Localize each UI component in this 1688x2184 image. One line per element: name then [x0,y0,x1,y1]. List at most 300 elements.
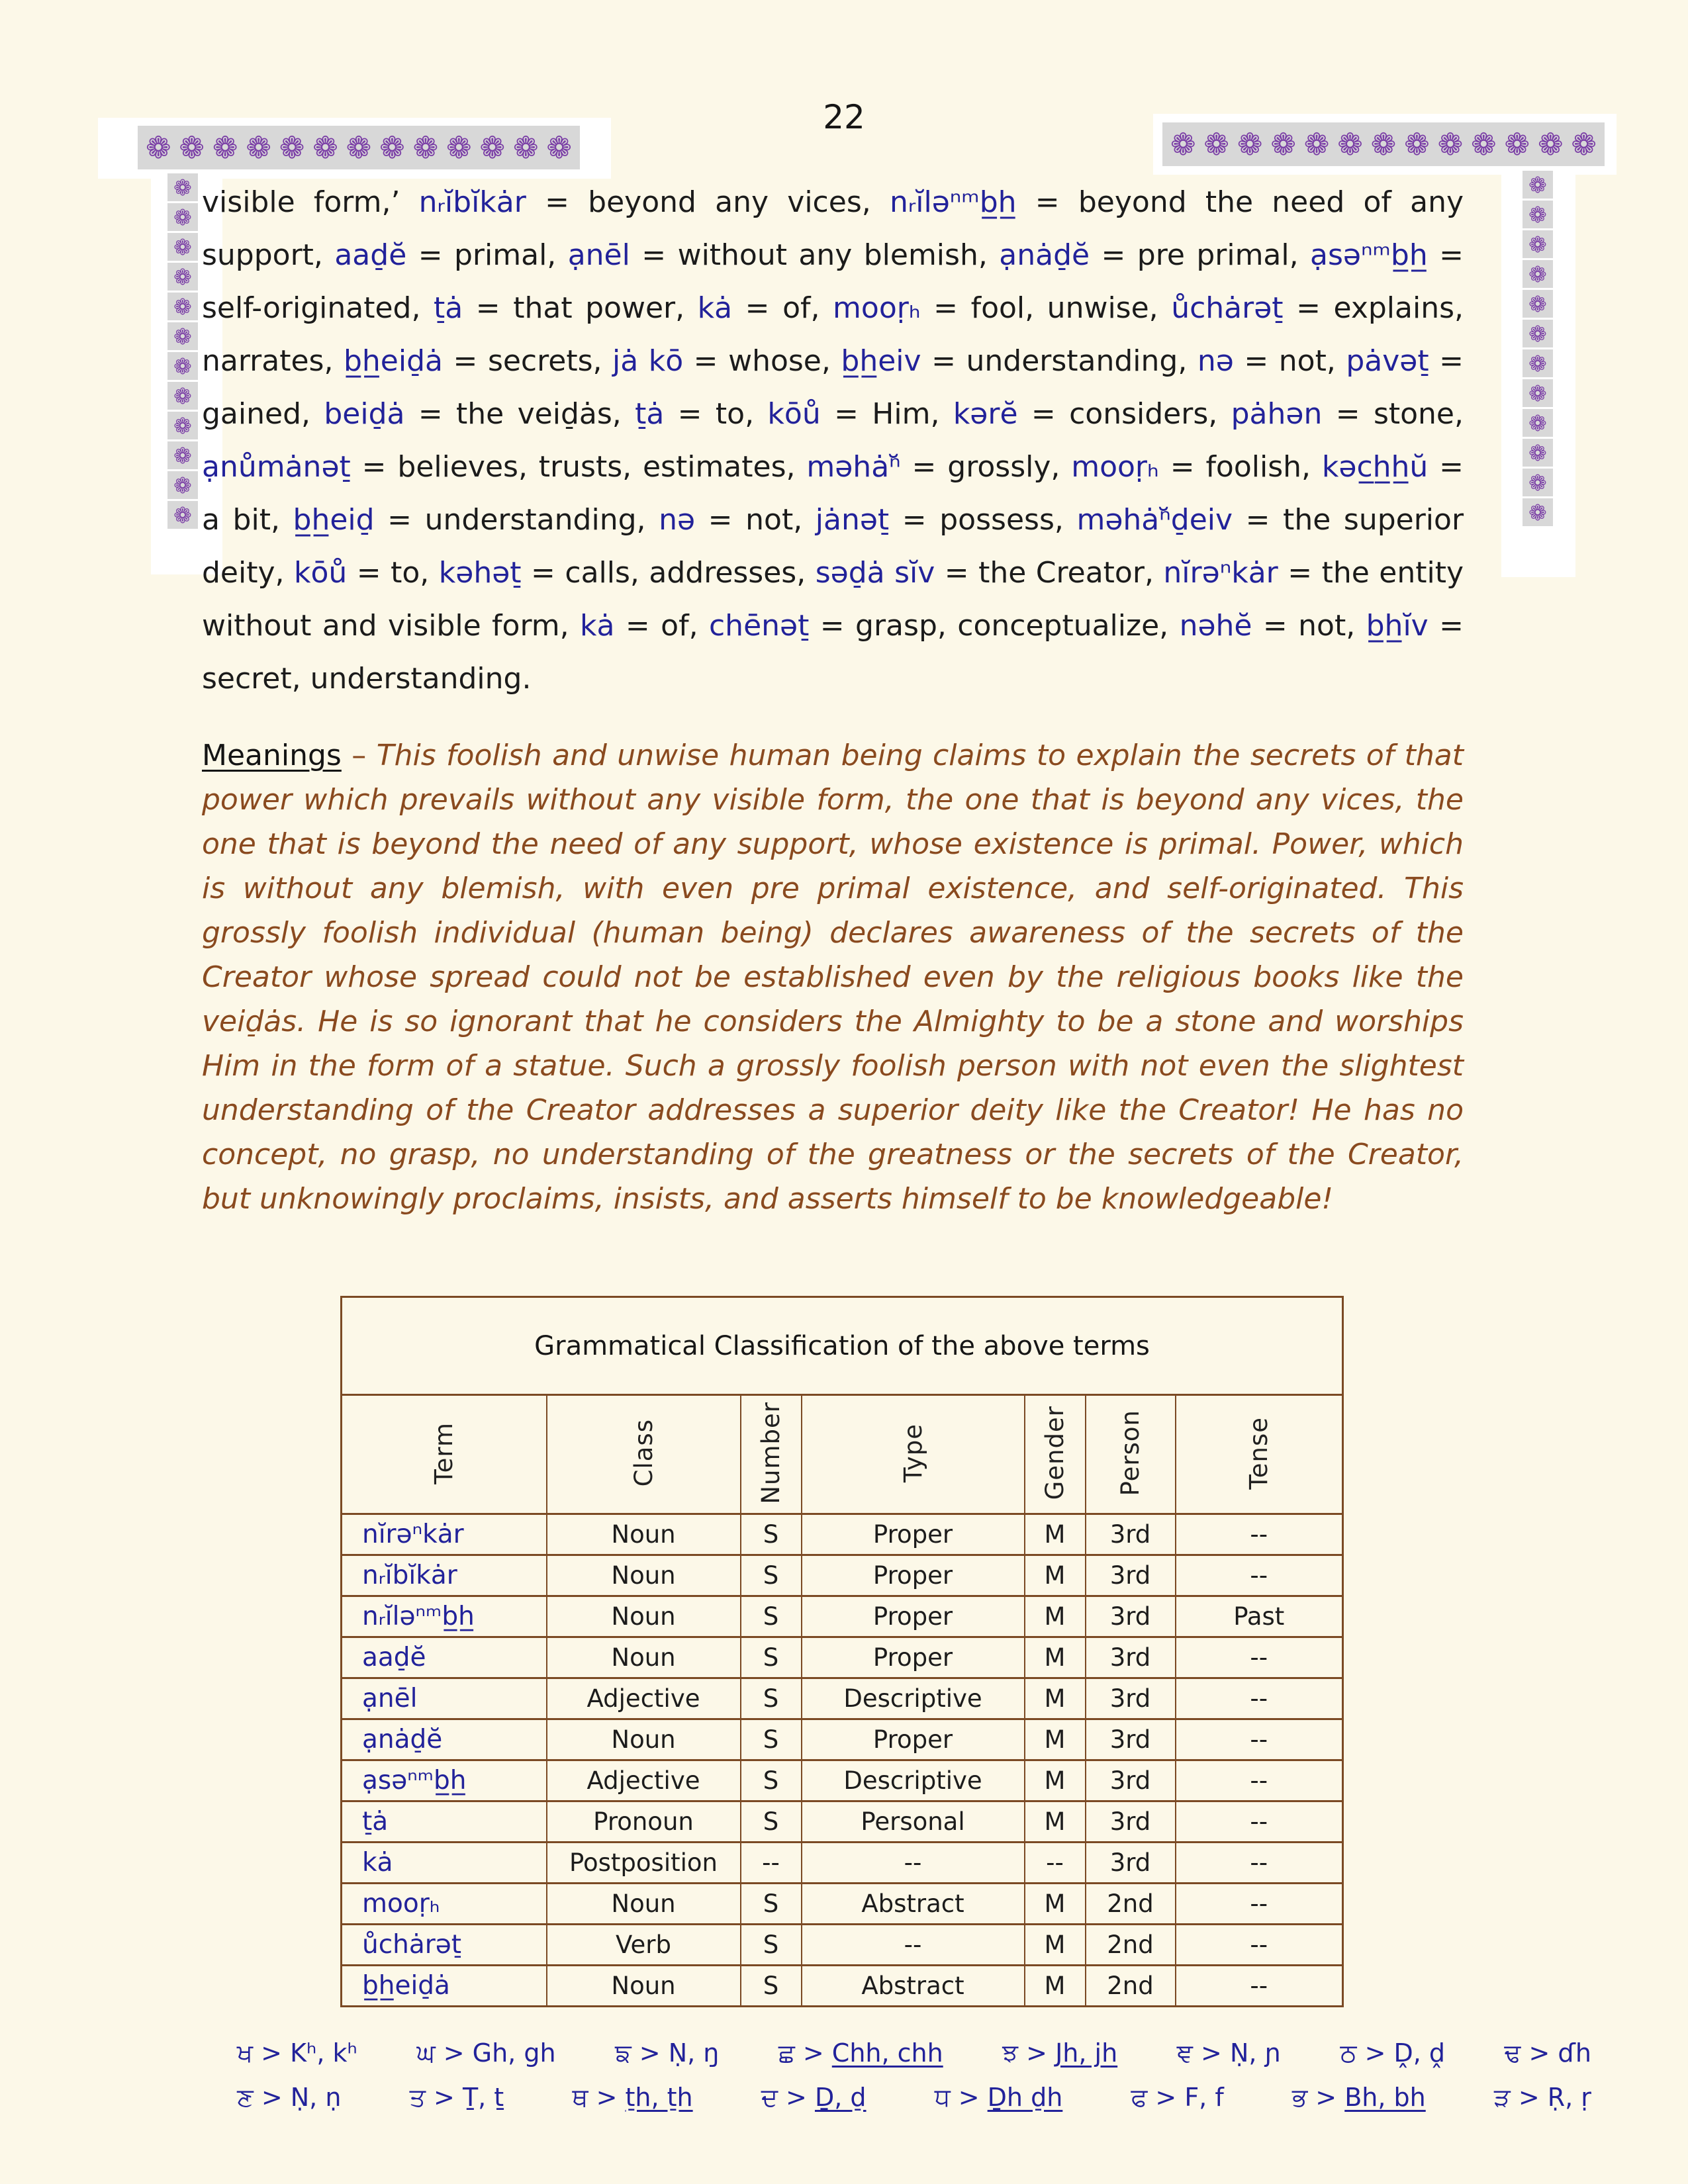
cell-class: Adjective [547,1760,741,1801]
flower-icon: ❁ [1270,126,1296,162]
glossary-prefix: visible form,’ [202,185,419,219]
cell-person: 3rd [1086,1678,1176,1719]
flower-icon: ❁ [1571,126,1597,162]
equals-sign: = [820,397,872,431]
equals-sign: = [920,291,971,325]
cell-tense: -- [1176,1760,1343,1801]
glossary-definition: the Creator, [978,556,1164,590]
cell-term: ạnēl [342,1678,547,1719]
flower-tile [167,471,198,499]
gurmukhi-letter: ਦ [761,2083,778,2112]
flower-tile [167,263,198,291]
glossary-definition: not, [1298,609,1366,643]
main-content [202,176,1464,1221]
cell-class: Pronoun [547,1801,741,1843]
flower-icon: ❁ [173,263,192,290]
cell-tense: -- [1176,1925,1343,1966]
cell-class: Noun [547,1514,741,1555]
cell-tense: -- [1176,1801,1343,1843]
cell-term: nĭrəⁿkȧr [342,1514,547,1555]
flower-icon: ❁ [212,130,238,165]
flower-tile [1523,498,1553,526]
romanization: Ṇ, ŋ [668,2038,720,2068]
equals-sign: = [1428,609,1464,643]
flower-tile [167,382,198,410]
header-cell-tense [1176,1395,1343,1514]
glossary-definition: not, [745,503,816,537]
equals-sign: = [683,344,729,378]
flower-icon: ❁ [1528,469,1547,496]
glossary-term: nᵣĭləⁿᵐb̲h̲ [889,185,1017,219]
flower-tile [1523,171,1553,199]
glossary-definition: believes, trusts, estimates, [397,450,807,484]
glossary-definition: possess, [939,503,1077,537]
flower-icon: ❁ [173,472,192,498]
flower-icon: ❁ [1203,126,1229,162]
mapping-arrow: > [253,2083,291,2112]
cell-number: S [741,1719,802,1760]
header-label: Tense [1244,1416,1274,1490]
glossary-term: kəc̲h̲h̲ŭ [1321,450,1429,484]
glossary-definition: the superior deity, [202,503,1464,590]
table-row [342,1801,1343,1843]
phonetic-mapping [237,2038,357,2068]
cell-person: 2nd [1086,1925,1176,1966]
cell-person: 3rd [1086,1760,1176,1801]
cell-gender: M [1025,1884,1086,1925]
flower-tile [1523,349,1553,377]
glossary-definition: calls, addresses, [565,556,816,590]
gurmukhi-letter: ਛ [778,2038,795,2068]
phonetic-mapping [572,2083,692,2113]
cell-tense: -- [1176,1555,1343,1596]
header-label: Person [1116,1410,1145,1496]
glossary-term: beid̠ȧ [324,397,405,431]
cell-number: -- [741,1843,802,1884]
table-row [342,1678,1343,1719]
equals-sign: = [921,344,966,378]
table-header-row [342,1395,1343,1514]
cell-class: Noun [547,1884,741,1925]
mapping-arrow: > [794,2038,832,2068]
header-label: Term [430,1422,459,1484]
cell-term: nᵣĭləⁿᵐb̲h̲ [342,1596,547,1637]
glossary-term: aad̠ĕ [334,238,407,272]
header-cell-gender [1025,1395,1086,1514]
flower-icon: ❁ [179,130,205,165]
cell-person: 3rd [1086,1801,1176,1843]
glossary-term: jȧnət̠ [815,503,890,537]
table-title: Grammatical Classification of the above terms [342,1297,1343,1395]
romanization: Jh, jh [1055,2038,1118,2068]
cell-tense: -- [1176,1719,1343,1760]
glossary-term: səd̠ȧ sĭv [815,556,935,590]
table-row [342,1637,1343,1678]
glossary-term: nə [659,503,696,537]
gurmukhi-letter: ਞ [1176,2038,1193,2068]
flower-icon: ❁ [412,130,439,165]
header-label: Number [757,1402,785,1504]
phonetic-mapping [615,2038,719,2068]
glossary-definition: that power, [513,291,698,325]
glossary-definition: to, [715,397,768,431]
glossary-term: nĭrəⁿkȧr [1163,556,1278,590]
cell-gender: M [1025,1760,1086,1801]
meanings-text: This foolish and unwise human being claims to explain the secrets of that power which prevails without any visible form, the one that is beyond any vices, the one that is beyond the need of any support, whose existence is primal. Power, which is without any blemish, with even pre primal existence, and self-originated. This grossly foolish individual (human being) declares awareness of the secrets of the Creator whose spread could not be established even by the religious books like the veid̠ȧs. He is so ignorant that he considers the Almighty to be a stone and worships Him in the form of a statue. Such a grossly foolish person with not even the slightest understanding of the Creator addresses a superior deity like the Creator! He has no concept, no grasp, no understanding of the greatness or the secrets of the Creator, but unknowingly proclaims, insists, and asserts himself to be knowledgeable! [202,739,1464,1216]
phonetic-mapping [416,2038,555,2068]
glossary-term: nə [1197,344,1234,378]
flower-icon: ❁ [379,130,405,165]
cell-person: 2nd [1086,1884,1176,1925]
glossary-definition: explains, narrates, [202,291,1464,378]
right-flower-border [1523,171,1553,526]
equals-sign: = [1252,609,1299,643]
phonetic-mapping [1340,2038,1446,2068]
romanization: F, f [1184,2083,1224,2112]
romanization: Ḏ, d̠ [814,2083,867,2112]
glossary-term: b̲h̲ĭv [1366,609,1429,643]
cell-term: ạnȧd̠ĕ [342,1719,547,1760]
flower-icon: ❁ [173,353,192,379]
romanization: Gh, gh [472,2038,556,2068]
cell-type: Proper [802,1514,1025,1555]
mapping-arrow: > [435,2038,473,2068]
table-row [342,1514,1343,1555]
flower-icon: ❁ [173,293,192,320]
glossary-definition: understanding, [424,503,659,537]
equals-sign: = [889,503,940,537]
flower-icon: ❁ [1528,261,1547,287]
flower-tile [1523,379,1553,407]
glossary-term: məhȧⁿ̆ [806,450,901,484]
gurmukhi-letter: ਙ [615,2038,632,2068]
mapping-arrow: > [588,2083,626,2112]
equals-sign: = [614,609,661,643]
flower-icon: ❁ [1528,380,1547,406]
glossary-term: ạnȧd̠ĕ [999,238,1090,272]
flower-tile [1523,230,1553,258]
romanization: Ṇ, ɲ [1229,2038,1282,2068]
phonetic-mapping [1494,2083,1591,2113]
cell-type: Proper [802,1555,1025,1596]
flower-tile [1523,409,1553,437]
cell-class: Postposition [547,1843,741,1884]
glossary-term: ůchȧrət̠ [1171,291,1284,325]
romanization: Ḏh d̠h [987,2083,1063,2112]
cell-term: aad̠ĕ [342,1637,547,1678]
glossary-term: t̠ȧ [434,291,463,325]
header-label: Type [898,1424,927,1482]
table-row [342,1884,1343,1925]
glossary-term: məhȧⁿ̆d̠eiv [1076,503,1233,537]
cell-term: mooṛₕ [342,1884,547,1925]
equals-sign: = [463,291,514,325]
glossary-definition: beyond any vices, [588,185,890,219]
flower-tile [1523,290,1553,318]
glossary-definition: stone, [1373,397,1464,431]
cell-gender: -- [1025,1843,1086,1884]
equals-sign: = [350,450,398,484]
equals-sign: = [1427,238,1464,272]
cell-term: kȧ [342,1843,547,1884]
flower-icon: ❁ [1528,439,1547,466]
cell-number: S [741,1925,802,1966]
cell-person: 3rd [1086,1637,1176,1678]
equals-sign: = [1233,503,1284,537]
cell-number: S [741,1555,802,1596]
cell-tense: -- [1176,1884,1343,1925]
glossary-term: pȧhən [1231,397,1323,431]
flower-tile [167,501,198,529]
meanings-paragraph [202,733,1464,1221]
glossary-term: jȧ kō [612,344,684,378]
cell-type: -- [802,1925,1025,1966]
cell-number: S [741,1678,802,1719]
glossary-term: chēnət̠ [708,609,810,643]
glossary-term: kərĕ [953,397,1018,431]
flower-icon: ❁ [1504,126,1530,162]
cell-type: Proper [802,1637,1025,1678]
flower-tile [167,293,198,320]
cell-class: Noun [547,1596,741,1637]
glossary-term: b̲h̲eid̠ [293,503,375,537]
flower-tile [167,412,198,439]
glossary-definition: grasp, conceptualize, [855,609,1180,643]
flower-icon: ❁ [246,130,271,165]
cell-person: 3rd [1086,1719,1176,1760]
mapping-arrow: > [1147,2083,1185,2112]
flower-tile [167,441,198,469]
cell-type: Personal [802,1801,1025,1843]
glossary-term: b̲h̲eid̠ȧ [343,344,443,378]
flower-icon: ❁ [1370,126,1397,162]
flower-icon: ❁ [1404,126,1430,162]
gurmukhi-letter: ਣ [237,2083,254,2112]
flower-tile [167,173,198,201]
romanization: Ṇ, ṇ [290,2083,342,2112]
romanization: ɗh [1558,2038,1591,2068]
glossary-term: nəhĕ [1179,609,1252,643]
flower-tile [1523,320,1553,347]
table-title-row [342,1297,1343,1395]
glossary-term: kōů [767,397,821,431]
flower-tile [167,352,198,380]
cell-gender: M [1025,1719,1086,1760]
flower-icon: ❁ [312,130,338,165]
cell-term: b̲h̲eid̠ȧ [342,1966,547,2007]
flower-icon: ❁ [1337,126,1363,162]
equals-sign: = [404,397,457,431]
flower-icon: ❁ [173,174,192,201]
mapping-arrow: > [1356,2038,1394,2068]
glossary-definition: a bit, [202,503,293,537]
equals-sign: = [406,238,454,272]
flower-icon: ❁ [1528,320,1547,347]
gurmukhi-letter: ਠ [1340,2038,1357,2068]
glossary-term: ạsəⁿᵐb̲h̲ [1310,238,1428,272]
glossary-term: ạnēl [567,238,630,272]
cell-person: 3rd [1086,1596,1176,1637]
phonetic-mapping [410,2083,504,2113]
glossary-definition: of, [661,609,709,643]
glossary-definition: fool, unwise, [970,291,1172,325]
flower-tile [1523,469,1553,496]
mapping-arrow: > [1018,2038,1056,2068]
cell-type: Proper [802,1596,1025,1637]
cell-gender: M [1025,1596,1086,1637]
flower-icon: ❁ [173,442,192,469]
glossary-definition: pre primal, [1137,238,1311,272]
glossary-definition: primal, [454,238,568,272]
flower-icon: ❁ [173,204,192,230]
cell-term: t̠ȧ [342,1801,547,1843]
glossary-term: nᵣĭbĭkȧr [418,185,526,219]
cell-gender: M [1025,1966,1086,2007]
flower-tile [1523,439,1553,467]
flower-icon: ❁ [145,130,171,165]
cell-number: S [741,1966,802,2007]
phonetic-mapping [1002,2038,1117,2068]
cell-class: Noun [547,1719,741,1760]
equals-sign: = [1283,291,1334,325]
cell-class: Noun [547,1966,741,2007]
equals-sign: = [1016,185,1078,219]
page-number: 22 [823,98,865,136]
table-row [342,1596,1343,1637]
equals-sign: = [1158,450,1206,484]
glossary-definition: self-originated, [202,291,434,325]
flower-icon: ❁ [1528,291,1547,317]
mapping-arrow: > [253,2038,291,2068]
table-row [342,1760,1343,1801]
glossary-term: kəhət̠ [438,556,522,590]
cell-gender: M [1025,1801,1086,1843]
glossary-term: kȧ [580,609,615,643]
table-row [342,1555,1343,1596]
glossary-term: ạnůmȧnət̠ [202,450,351,484]
cell-term: ạsəⁿᵐb̲h̲ [342,1760,547,1801]
cell-tense: -- [1176,1678,1343,1719]
table-row [342,1843,1343,1884]
glossary-definition: foolish, [1205,450,1322,484]
cell-number: S [741,1801,802,1843]
mapping-arrow: > [631,2038,669,2068]
flower-icon: ❁ [512,130,539,165]
gurmukhi-letter: ਧ [934,2083,951,2112]
cell-type: Proper [802,1719,1025,1760]
flower-icon: ❁ [1170,126,1196,162]
cell-number: S [741,1637,802,1678]
cell-class: Verb [547,1925,741,1966]
phonetic-mapping [761,2083,867,2113]
glossary-definition: grossly, [947,450,1072,484]
flower-icon: ❁ [1437,126,1464,162]
cell-term: ůchȧrət̠ [342,1925,547,1966]
gurmukhi-letter: ਖ [237,2038,254,2068]
romanization: Chh, chh [831,2038,943,2068]
glossary-definition: understanding, [966,344,1197,378]
flower-icon: ❁ [173,383,192,409]
gurmukhi-letter: ਭ [1291,2083,1308,2112]
phonetic-mapping [237,2083,341,2113]
mapping-arrow: > [1521,2038,1558,2068]
cell-number: S [741,1760,802,1801]
cell-person: 3rd [1086,1514,1176,1555]
equals-sign: = [732,291,783,325]
cell-tense: -- [1176,1843,1343,1884]
grammar-table [340,1296,1344,2007]
equals-sign: = [1278,556,1322,590]
flower-icon: ❁ [1528,171,1547,198]
glossary-definition: the entity without and visible form, [202,556,1464,643]
flower-icon: ❁ [546,130,572,165]
equals-sign: = [1428,450,1464,484]
flower-icon: ❁ [1537,126,1564,162]
glossary-definition: secret, understanding. [202,662,532,696]
phonetic-legend-line-1 [237,2038,1591,2068]
flower-icon: ❁ [479,130,506,165]
cell-number: S [741,1596,802,1637]
gurmukhi-letter: ੜ [1493,2083,1511,2112]
glossary-term: kȧ [697,291,733,325]
mapping-arrow: > [1307,2083,1345,2112]
equals-sign: = [374,503,425,537]
flower-icon: ❁ [1528,499,1547,525]
cell-number: S [741,1884,802,1925]
cell-tense: -- [1176,1514,1343,1555]
header-cell-term [342,1395,547,1514]
glossary-definition: not, [1278,344,1346,378]
cell-type: Abstract [802,1884,1025,1925]
cell-gender: M [1025,1678,1086,1719]
mapping-arrow: > [1510,2083,1548,2112]
equals-sign: = [1429,344,1464,378]
cell-person: 3rd [1086,1843,1176,1884]
phonetic-mapping [1177,2038,1281,2068]
glossary-term: pȧvət̠ [1346,344,1429,378]
flower-tile [1523,260,1553,288]
equals-sign: = [443,344,488,378]
cell-type: Descriptive [802,1678,1025,1719]
flower-tile [167,322,198,350]
equals-sign: = [695,503,746,537]
phonetic-mapping [1505,2038,1591,2068]
cell-gender: M [1025,1514,1086,1555]
flower-icon: ❁ [1528,410,1547,436]
romanization: Kʰ, kʰ [290,2038,357,2068]
equals-sign: = [1322,397,1374,431]
gurmukhi-letter: ਥ [572,2083,588,2112]
glossary-definition: of, [782,291,833,325]
cell-gender: M [1025,1637,1086,1678]
cell-term: nᵣĭbĭkȧr [342,1555,547,1596]
cell-class: Adjective [547,1678,741,1719]
glossary-term: b̲h̲eiv [841,344,921,378]
gurmukhi-letter: ਤ [409,2083,426,2112]
flower-icon: ❁ [1237,126,1263,162]
glossary-term: mooṛₕ [833,291,921,325]
flower-icon: ❁ [1528,201,1547,228]
table-row [342,1719,1343,1760]
cell-type: Abstract [802,1966,1025,2007]
equals-sign: = [630,238,678,272]
flower-icon: ❁ [1471,126,1497,162]
equals-sign: = [1017,397,1070,431]
romanization: Ṛ, ṛ [1547,2083,1591,2112]
cell-class: Noun [547,1555,741,1596]
equals-sign: = [809,609,856,643]
glossary-definition: without any blemish, [677,238,1000,272]
